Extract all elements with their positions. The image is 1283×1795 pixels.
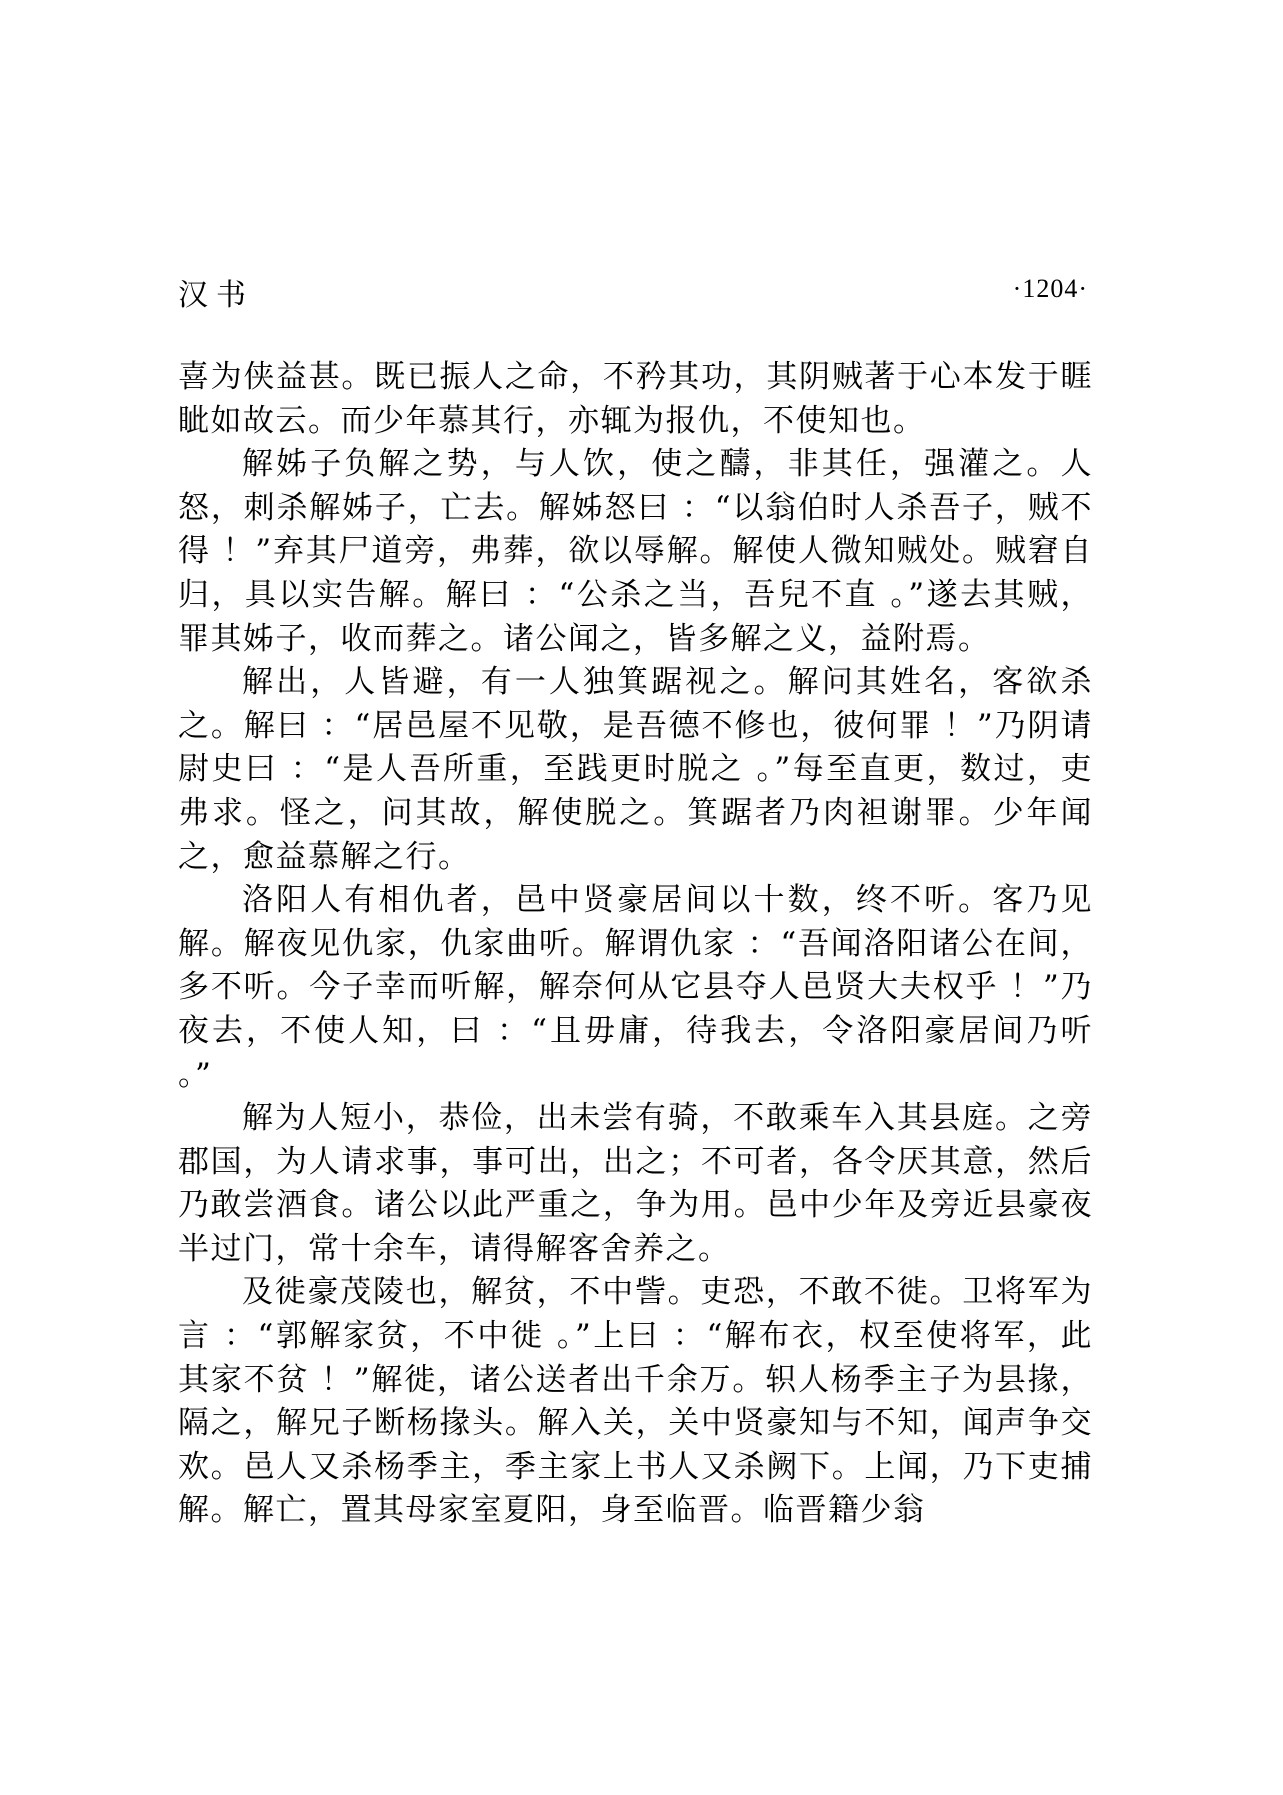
paragraph: 解为人短小，恭俭，出未尝有骑，不敢乘车入其县庭。之旁郡国，为人请求事，事可出，出之；不可者，各令厌其意，然后乃敢尝酒食。诸公以此严重之，争为用。邑中少年及旁近县豪夜半过门，常十余车，请得解客舍养之。 [178,1100,1093,1267]
book-title: 汉书 [178,278,254,313]
body-text [178,356,1093,1533]
paragraph: 及徙豪茂陵也，解贫，不中訾。吏恐，不敢不徙。卫将军为言 ：“郭解家贫，不中徙 。”上曰 ：“解布衣，权至使将军，此其家不贫 ！”解徙，诸公送者出千余万。轵人杨季主子为县掾，隔之，解兄子断杨掾头。解入关，关中贤豪知与不知，闻声争交欢。邑人又杀杨季主，季主家上书人又杀阙下。上闻，乃下吏捕解。解亡，置其母家室夏阳，身至临晋。临晋籍少翁 [178,1274,1093,1529]
page-number: ·1204· [1012,274,1088,303]
paragraph: 解出，人皆避，有一人独箕踞视之。解问其姓名，客欲杀之。解曰 ：“居邑屋不见敬，是吾德不修也，彼何罪 ！”乃阴请尉史曰 ：“是人吾所重，至践更时脱之 。”每至直更，数过，吏弗求。怪之，问其故，解使脱之。箕踞者乃肉袒谢罪。少年闻之，愈益慕解之行。 [178,664,1093,875]
paragraph: 洛阳人有相仇者，邑中贤豪居间以十数，终不听。客乃见解。解夜见仇家，仇家曲听。解谓仇家 ：“吾闻洛阳诸公在间，多不听。今子幸而听解，解奈何从它县夺人邑贤大夫权乎 ！”乃夜去，不使人知，曰 ：“且毋庸，待我去，令洛阳豪居间乃听 。” [178,882,1093,1093]
page-header [178,270,1088,320]
paragraph: 喜为侠益甚。既已振人之命，不矜其功，其阴贼著于心本发于睚眦如故云。而少年慕其行，亦辄为报仇，不使知也。 [178,359,1093,439]
paragraph: 解姊子负解之势，与人饮，使之醻，非其任，强灌之。人怒，刺杀解姊子，亡去。解姊怒曰 ：“以翁伯时人杀吾子，贼不得 ！”弃其尸道旁，弗葬，欲以辱解。解使人微知贼处。贼窘自归，具以实告解。解曰 ：“公杀之当，吾兒不直 。”遂去其贼，罪其姊子，收而葬之。诸公闻之，皆多解之义，益附焉。 [178,446,1093,657]
